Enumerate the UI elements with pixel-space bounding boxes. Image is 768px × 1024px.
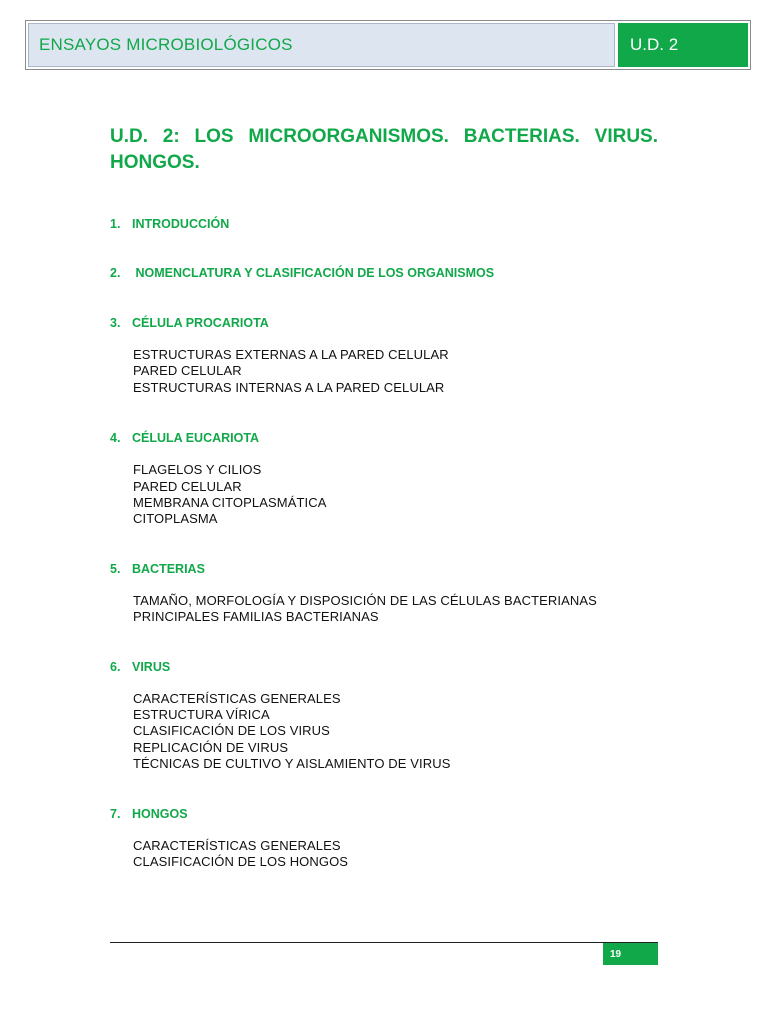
section-virus [110,659,658,773]
list-item: CARACTERÍSTICAS GENERALES [133,837,341,853]
list-item: ESTRUCTURAS INTERNAS A LA PARED CELULAR [133,379,445,395]
section-title: BACTERIAS [132,561,205,576]
list-item: ESTRUCTURAS EXTERNAS A LA PARED CELULAR [133,347,449,362]
list-item: CLASIFICACIÓN DE LOS HONGOS [133,854,349,870]
document-body [110,124,658,871]
header-title-box [28,23,615,67]
list-item: CARACTERÍSTICAS GENERALES [133,690,341,706]
section-heading [110,659,658,675]
section-heading [110,430,658,446]
page-number-badge [603,943,658,965]
section-nomenclatura [110,265,658,281]
header-unit-label: U.D. 2 [630,35,679,54]
section-title: INTRODUCCIÓN [132,217,230,231]
list-item: REPLICACIÓN DE VIRUS [133,739,289,755]
list-item: TAMAÑO, MORFOLOGÍA Y DISPOSICIÓN DE LAS CÉLULAS BACTERIANAS [133,592,597,608]
header-unit-box [618,23,748,67]
list-item: PARED CELULAR [133,363,242,379]
list-item: FLAGELOS Y CILIOS [133,462,262,478]
list-item: CLASIFICACIÓN DE LOS VIRUS [133,723,330,739]
list-item: MEMBRANA CITOPLASMÁTICA [133,495,327,511]
list-item: TÉCNICAS DE CULTIVO Y AISLAMIENTO DE VIRUS [133,756,451,772]
section-hongos [110,806,658,871]
section-item-list [133,347,658,396]
section-number: 5. [110,561,121,576]
section-number: 7. [110,806,121,821]
section-bacterias [110,561,658,626]
section-title: HONGOS [132,806,188,821]
section-title: VIRUS [132,659,171,674]
section-title: CÉLULA EUCARIOTA [132,431,260,446]
section-heading [110,216,658,232]
section-item-list [133,691,658,773]
section-heading [110,806,658,822]
section-number: 4. [110,431,121,446]
list-item: PARED CELULAR [133,478,242,494]
section-number: 6. [110,659,121,674]
list-item: PRINCIPALES FAMILIAS BACTERIANAS [133,609,379,625]
section-item-list [133,462,658,528]
page-number: 19 [610,948,622,960]
section-heading [110,265,658,281]
section-item-list [133,593,658,626]
page-header [25,20,751,70]
section-heading [110,561,658,577]
header-title: ENSAYOS MICROBIOLÓGICOS [39,35,293,54]
section-number: 1. [110,217,121,231]
section-heading [110,315,658,331]
list-item: CITOPLASMA [133,511,218,527]
section-number: 3. [110,316,121,330]
section-title: NOMENCLATURA Y CLASIFICACIÓN DE LOS ORGANISMOS [132,266,495,280]
section-item-list [133,838,658,871]
main-title: U.D. 2: LOS MICROORGANISMOS. BACTERIAS. VIRUS. HONGOS. [110,126,658,173]
section-title: CÉLULA PROCARIOTA [132,316,269,330]
footer-divider [110,942,658,943]
section-introduccion [110,216,658,232]
section-celula-eucariota [110,430,658,528]
section-number: 2. [110,266,121,280]
section-celula-procariota [110,315,658,396]
list-item: ESTRUCTURA VÍRICA [133,707,270,723]
